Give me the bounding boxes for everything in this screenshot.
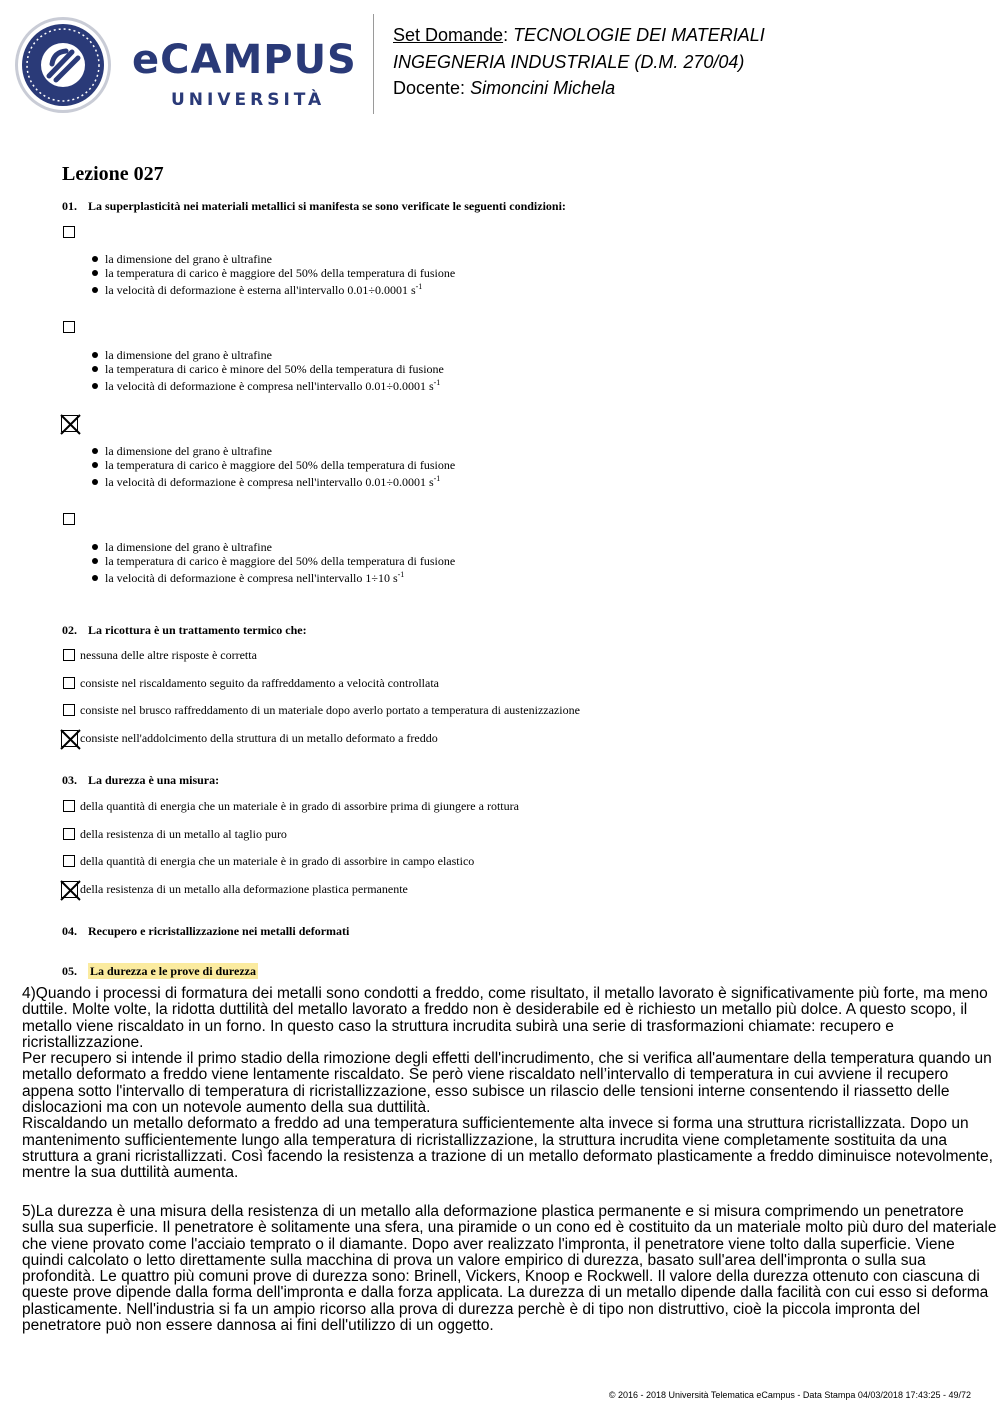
answer-option-label: consiste nell'addolcimento della struttura di un metallo deformato a freddo (80, 731, 438, 745)
set-line: Set Domande: TECNOLOGIE DEI MATERIALI (393, 25, 765, 45)
teacher-label: Docente: (393, 78, 466, 98)
lesson-title: Lezione 027 (62, 163, 164, 185)
checkmark-x-icon (60, 414, 81, 435)
question-text-highlighted: La durezza e le prove di durezza (90, 964, 256, 978)
answer-option-label: nessuna delle altre risposte è corretta (80, 648, 257, 662)
answer-checkbox-checked[interactable] (61, 415, 78, 432)
answer-option-label: della resistenza di un metallo alla deformazione plastica permanente (80, 882, 408, 896)
list-item: la dimensione del grano è ultrafine (92, 253, 455, 267)
question-01 (62, 199, 566, 214)
header-info (393, 22, 765, 102)
question-03 (62, 773, 219, 788)
list-item: la velocità di deformazione è compresa nell'intervallo 0.01÷0.0001 $s^{-1}$ (92, 376, 444, 394)
question-number: 04. (62, 924, 77, 938)
question-02 (62, 623, 307, 638)
answer-option-list (92, 349, 444, 394)
question-text: Recupero e ricristallizzazione nei metalli deformati (88, 924, 350, 938)
course-name: INGEGNERIA INDUSTRIALE (D.M. 270/04) (393, 51, 745, 72)
set-label: Set Domande (393, 25, 504, 45)
answer-option-label: della quantità di energia che un materiale è in grado di assorbire in campo elastico (80, 854, 475, 868)
answer-option-list (92, 253, 455, 298)
page-footer: © 2016 - 2018 Università Telematica eCampus - Data Stampa 04/03/2018 17:43:25 - 49/72 (608, 1390, 971, 1400)
answer-checkbox[interactable] (63, 226, 75, 238)
answer-checkbox[interactable] (63, 513, 75, 525)
question-number: 02. (62, 623, 77, 637)
list-item: la velocità di deformazione è esterna all'intervallo 0.01÷0.0001 $s^{-1}$ (92, 280, 455, 298)
question-number: 03. (62, 773, 77, 787)
answer-checkbox[interactable] (63, 649, 75, 661)
ecampus-logo-emblem (14, 16, 112, 114)
question-text: La ricottura è un trattamento termico che: (88, 623, 307, 637)
list-item: la dimensione del grano è ultrafine (92, 445, 455, 459)
question-text: La durezza è una misura: (88, 773, 220, 787)
answer-option-label: consiste nel brusco raffreddamento di un materiale dopo averlo portato a temperatura di austenizzazione (80, 703, 580, 717)
list-item: la temperatura di carico è maggiore del 50% della temperatura di fusione (92, 555, 455, 569)
answer-checkbox[interactable] (63, 855, 75, 867)
paragraph: 5)La durezza è una misura della resistenza di un metallo alla deformazione plastica permanente e si misura comprimendo un penetratore sulla sua superficie. Il penetratore è solitamente una sfera, una piramide o un cono ed è costituito da un materiale molto più duro del materiale che viene provato come l'acciaio temprato o il diamante. Dopo aver realizzato l'impronta, il penetratore viene tolto dalla superficie. Viene quindi calcolato o letto direttamente sulla macchina di prova un valore empirico di durezza, basato sull'area dell'impronta o sulla sua profondità. Le quattro più comuni prove di durezza sono: Brinell, Vickers, Knoop e Rockwell. Il valore della durezza ottenuto con ciascuna di queste prove dipende dalla forma dell'impronta e dalla forza applicata. La durezza di un metallo dipende dalla facilità con cui esso si deforma plasticamente. Nell'industria si fa un ampio ricorso alla prova di durezza perchè è di tipo non distruttivo, cioè la piccola impronta del penetratore può non essere dannosa ai fini dell'utilizzo di un oggetto. (22, 1203, 997, 1335)
header-divider (373, 14, 374, 114)
question-number: 01. (62, 199, 77, 213)
answer-5-text (22, 1204, 997, 1334)
list-item: la dimensione del grano è ultrafine (92, 541, 455, 555)
checkmark-x-icon (60, 729, 81, 750)
ecampus-logo-wordmark: eCAMPUS (132, 37, 357, 83)
list-item: la velocità di deformazione è compresa nell'intervallo 0.01÷0.0001 $s^{-1}$ (92, 472, 455, 490)
list-item: la dimensione del grano è ultrafine (92, 349, 444, 363)
course-line (393, 49, 765, 76)
paragraph: Riscaldando un metallo deformato a freddo ad una temperatura sufficientemente alta invece si forma una struttura ricristallizzata. Dopo un mantenimento sufficientemente lungo alla temperatura di ricristallizzazione, la struttura incrudita viene completamente sostituita da una struttura a grani ricristallizzati. Così facendo la resistenza a trazione di un metallo deformato plasticamente a freddo diminuisce notevolmente, mentre la sua duttilità aumenta. (22, 1115, 993, 1182)
list-item: la temperatura di carico è maggiore del 50% della temperatura di fusione (92, 267, 455, 281)
answer-option-label: consiste nel riscaldamento seguito da raffreddamento a velocità controllata (80, 676, 439, 690)
set-value: TECNOLOGIE DEI MATERIALI (513, 25, 765, 45)
answer-checkbox[interactable] (63, 677, 75, 689)
answer-checkbox[interactable] (63, 828, 75, 840)
question-05 (62, 964, 258, 979)
teacher-name: Simoncini Michela (470, 78, 616, 98)
answer-checkbox-checked[interactable] (61, 881, 78, 898)
answer-checkbox-checked[interactable] (61, 730, 78, 747)
answer-option-label: della resistenza di un metallo al taglio puro (80, 827, 287, 841)
question-text: La superplasticità nei materiali metallici si manifesta se sono verificate le seguenti condizioni: (88, 199, 566, 213)
teacher-line (393, 75, 765, 102)
answer-option-list (92, 445, 455, 490)
answer-4-text (22, 986, 997, 1182)
checkmark-x-icon (60, 880, 81, 901)
list-item: la temperatura di carico è minore del 50% della temperatura di fusione (92, 363, 444, 377)
answer-checkbox[interactable] (63, 321, 75, 333)
answer-option-list (92, 541, 455, 586)
answer-option-label: della quantità di energia che un materiale è in grado di assorbire prima di giungere a rottura (80, 799, 519, 813)
answer-checkbox[interactable] (63, 704, 75, 716)
paragraph: Per recupero si intende il primo stadio della rimozione degli effetti dell'incrudimento, che si verifica all'aumentare della temperatura quando un metallo deformato a freddo viene lentamente riscaldato. Se però viene riscaldato nell’intervallo di temperatura in cui avviene il recupero appena sotto l'intervallo di temperatura di ricristallizzazione, esso subisce un rilascio delle tensioni interne consentendo il riassetto delle dislocazioni ma con un notevole aumento della sua duttilità. (22, 1050, 992, 1117)
ecampus-logo-subtitle: UNIVERSITÀ (171, 90, 326, 110)
question-04 (62, 924, 349, 939)
list-item: la temperatura di carico è maggiore del 50% della temperatura di fusione (92, 459, 455, 473)
paragraph: 4)Quando i processi di formatura dei metalli sono condotti a freddo, come risultato, il metallo lavorato è significativamente più forte, ma meno duttile. Molte volte, la ridotta duttilità del metallo lavorato a freddo non è desiderabile ed è richiesto un metallo più dolce. A questo scopo, il metallo viene riscaldato in un forno. In questo caso la struttura incrudita subirà una serie di trasformazioni chiamate: recupero e ricristallizzazione. (22, 985, 988, 1051)
answer-checkbox[interactable] (63, 800, 75, 812)
question-number: 05. (62, 964, 77, 978)
list-item: la velocità di deformazione è compresa nell'intervallo 1÷10 $s^{-1}$ (92, 568, 455, 586)
